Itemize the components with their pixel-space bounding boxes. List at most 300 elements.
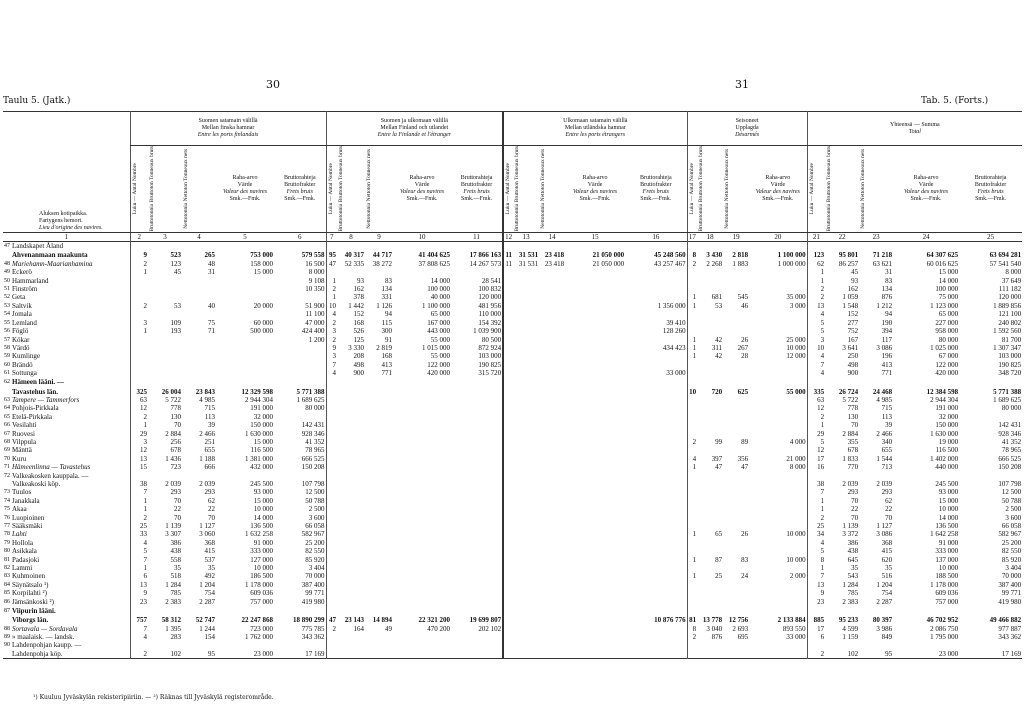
cell: 2 466 (876, 429, 893, 438)
cell: 3 086 (876, 530, 893, 539)
row-number: 88 (4, 625, 10, 632)
sub-header-netto-label: Nettotonnia Nettoton Tonneaux nets (724, 148, 731, 229)
cell (539, 310, 565, 318)
cell (182, 310, 216, 318)
cell: 12 384 598 (926, 387, 959, 396)
cell: 2 287 (199, 597, 216, 606)
cell: 91 000 (938, 538, 959, 547)
cell: 715 (881, 404, 893, 413)
cell (130, 293, 148, 301)
cell (749, 310, 807, 318)
cell (723, 310, 749, 318)
cell (326, 413, 337, 421)
cell (539, 268, 565, 276)
cell (625, 633, 687, 641)
cell (687, 522, 697, 530)
cell (565, 446, 625, 454)
cell (216, 336, 274, 344)
group-sv: Mellan finska hamnar (201, 125, 255, 131)
cell (539, 446, 565, 454)
column-number: 19 (732, 232, 740, 241)
cell (365, 472, 393, 480)
cell: 142 431 (301, 421, 325, 430)
cell: 12 500 (305, 488, 325, 497)
cell (326, 505, 337, 513)
cell: 876 (881, 293, 893, 302)
cell (503, 616, 513, 624)
cell (148, 293, 182, 301)
cell: 757 000 (250, 597, 274, 606)
group-header-abroad (503, 112, 687, 146)
cell: 293 (847, 488, 859, 497)
row-number: 86 (4, 598, 10, 605)
cell (451, 598, 503, 606)
cell (625, 480, 687, 488)
row-label: Hammarland (12, 276, 49, 285)
cell: 109 (170, 318, 182, 327)
cell: 1 123 000 (930, 301, 959, 310)
cell: 2 086 750 (930, 624, 959, 633)
column-number: 1 (64, 232, 68, 241)
table-row (3, 336, 1022, 344)
table-row (3, 310, 1022, 318)
cell (959, 606, 1022, 616)
cell (723, 505, 749, 513)
cell (148, 606, 182, 616)
cell (513, 556, 539, 564)
cell (393, 581, 451, 589)
row-label: Eckerö (12, 268, 32, 277)
column-number: 11 (473, 232, 480, 241)
cell: 1 (130, 564, 148, 572)
cell: 723 (170, 463, 182, 472)
cell: 186 500 (250, 572, 274, 581)
cell (697, 421, 723, 429)
cell (539, 598, 565, 606)
cell (565, 293, 625, 301)
row-label: Lahdenpohja köp. (12, 649, 63, 658)
cell: 31 (208, 268, 216, 277)
cell (723, 327, 749, 335)
sub-header-rahti-line: Bruttorahteja (283, 174, 316, 181)
cell: 38 (807, 480, 825, 488)
table-row (3, 522, 1022, 530)
row-number: 78 (4, 531, 10, 538)
cell (539, 497, 565, 505)
cell: 52 747 (195, 616, 216, 625)
row-number: 84 (4, 581, 10, 588)
cell (503, 480, 513, 488)
cell (565, 388, 625, 396)
cell (451, 463, 503, 471)
row-label: Asikkala (12, 547, 37, 556)
sub-header-luku-label: Luku — Antal Nombre (688, 163, 695, 215)
cell (182, 344, 216, 352)
table-row (3, 455, 1022, 463)
cell: 1 630 000 (930, 429, 959, 438)
cell: 57 541 540 (989, 259, 1022, 268)
cell (749, 564, 807, 572)
cell (274, 413, 326, 421)
cell: 25 200 (305, 538, 325, 547)
cell (503, 539, 513, 547)
cell (749, 327, 807, 335)
cell: 100 000 (935, 285, 959, 294)
cell: 1 795 000 (930, 632, 959, 641)
column-number: 2 (130, 232, 148, 241)
column-number: 6 (298, 232, 302, 241)
cell: 1 402 000 (930, 454, 959, 463)
cell: 20 000 (253, 301, 274, 310)
cell (807, 472, 825, 480)
cell: 2 383 (165, 597, 182, 606)
sub-header-netto (365, 146, 393, 233)
cell: 128 260 (662, 327, 686, 336)
cell (503, 455, 513, 463)
row-label: » maalaisk. — landsk. (12, 632, 75, 641)
cell: 1 395 (165, 624, 182, 633)
cell (365, 641, 393, 649)
cell (513, 480, 539, 488)
row-number: 65 (4, 413, 10, 420)
cell: 498 (353, 360, 365, 369)
cell (565, 572, 625, 580)
sub-header-rahti-line: Bruttofrakter (640, 181, 672, 188)
cell: 94 (885, 310, 893, 319)
cell: 432 000 (250, 463, 274, 472)
cell: 251 (204, 437, 216, 446)
row-label: Hämeenlinna — Tavastehus (12, 463, 91, 472)
cell: 1 (687, 556, 697, 564)
cell (625, 446, 687, 454)
sub-header-rahti-line: Bruttorahteja (639, 174, 672, 181)
table-row (3, 556, 1022, 564)
cell (723, 480, 749, 488)
cell: 752 (847, 327, 859, 336)
sub-header-arvo-line: Smk.—Fmk. (762, 195, 794, 202)
cell: 420 000 (935, 369, 959, 378)
cell: 15 000 (253, 268, 274, 277)
row-number: 62 (4, 379, 10, 386)
cell: 1 284 (842, 580, 859, 589)
cell (451, 581, 503, 589)
cell: 645 (847, 555, 859, 564)
cell (565, 625, 625, 633)
cell: 2 133 884 (777, 616, 806, 625)
row-label: Värdö (12, 343, 30, 352)
cell: 778 (170, 404, 182, 413)
cell (625, 268, 687, 276)
cell (697, 564, 723, 572)
cell (513, 241, 539, 251)
cell: 78 965 (1001, 446, 1022, 455)
cell (503, 404, 513, 412)
cell: 10 350 (305, 285, 325, 294)
table-row (3, 293, 1022, 301)
cell (807, 641, 825, 649)
cell (182, 336, 216, 344)
group-fr: Entre les ports étrangers (565, 132, 626, 138)
cell: 25 000 (786, 335, 806, 344)
cell: 386 (847, 538, 859, 547)
cell: 1 059 (842, 293, 859, 302)
cell (393, 564, 451, 572)
cell: 70 (174, 421, 182, 430)
cell (687, 361, 697, 369)
cell: 885 (807, 616, 825, 624)
cell: 240 802 (998, 318, 1022, 327)
cell: 65 000 (938, 310, 959, 319)
cell (365, 505, 393, 513)
cell (749, 404, 807, 412)
sub-header-rahti (274, 146, 326, 233)
cell: 43 257 467 (654, 259, 686, 268)
sub-header-rahti (625, 146, 687, 233)
cell: 38 (130, 480, 148, 488)
cell (625, 625, 687, 633)
cell: 785 (847, 589, 859, 598)
cell: 136 500 (935, 522, 959, 531)
row-label: Finström (12, 285, 38, 294)
cell (723, 650, 749, 659)
cell (625, 606, 687, 616)
cell (697, 497, 723, 505)
cell (697, 488, 723, 496)
row-number (3, 480, 11, 488)
sub-header-arvo-line: Valeur des navires (222, 188, 268, 195)
cell (365, 488, 393, 496)
cell (625, 572, 687, 580)
cell: 582 967 (998, 530, 1022, 539)
sub-header-rahti (451, 146, 503, 233)
cell: 609 036 (250, 589, 274, 598)
cell (513, 344, 539, 352)
cell: 424 400 (301, 327, 325, 336)
cell (749, 268, 807, 276)
cell: 2 884 (842, 429, 859, 438)
cell (513, 633, 539, 641)
cell (451, 413, 503, 421)
cell (503, 430, 513, 438)
cell: 1 (130, 505, 148, 513)
cell: 100 832 (478, 285, 502, 294)
sub-header-arvo-line: Raha-arvo (765, 174, 791, 181)
cell: 47 (741, 463, 749, 472)
cell (859, 606, 893, 616)
cell: 49 466 882 (989, 616, 1022, 625)
cell: 70 000 (305, 572, 325, 581)
sub-header-arvo-line: Smk.—Fmk. (406, 195, 438, 202)
cell (365, 413, 393, 421)
cell (513, 616, 539, 624)
cell: 609 036 (935, 589, 959, 598)
cell: 2 (326, 336, 337, 344)
cell: 15 (130, 463, 148, 471)
cell (539, 556, 565, 564)
row-label: Brändö (12, 360, 33, 369)
cell: 2 (687, 438, 697, 446)
cell (182, 277, 216, 285)
sub-header-rahti-line: Frets bruts (286, 188, 313, 195)
row-label: Kökar (12, 335, 30, 344)
cell: 348 720 (998, 369, 1022, 378)
cell (365, 480, 393, 488)
cell: 191 000 (250, 404, 274, 413)
cell: 438 (847, 547, 859, 556)
cell (326, 598, 337, 606)
column-number-row (3, 232, 1022, 241)
row-label: Tavastehus län. (12, 387, 59, 396)
cell: 545 (737, 293, 749, 302)
cell: 340 (881, 437, 893, 446)
cell (513, 488, 539, 496)
cell (749, 505, 807, 513)
cell: 51 900 (305, 301, 325, 310)
cell: 2 884 (165, 429, 182, 438)
cell (337, 598, 365, 606)
cell: 12 (130, 404, 148, 412)
row-label: Sortavala — Sordavala (12, 624, 78, 633)
cell (148, 361, 182, 369)
cell: 3 600 (308, 513, 325, 522)
cell (625, 404, 687, 412)
cell: 94 (385, 310, 393, 319)
cell (148, 277, 182, 285)
cell: 2 039 (165, 480, 182, 488)
cell: 196 (881, 352, 893, 361)
cell: 13 (807, 581, 825, 589)
cell (565, 522, 625, 530)
cell (539, 488, 565, 496)
row-label: Lahti (12, 530, 27, 539)
cell: 4 (807, 369, 825, 377)
row-label: Kuhmoinen (12, 572, 46, 581)
cell (326, 572, 337, 580)
cell (365, 268, 393, 276)
cell: 872 924 (478, 343, 502, 352)
table-row (3, 277, 1022, 285)
row-label: Akaa (12, 505, 27, 514)
cell: 368 (204, 538, 216, 547)
cell (723, 421, 749, 429)
cell (565, 556, 625, 564)
cell: 11 (503, 251, 513, 259)
row-number: 49 (4, 269, 10, 276)
cell (625, 530, 687, 538)
cell (451, 514, 503, 522)
sub-header-row (3, 146, 1022, 233)
cell (503, 606, 513, 616)
cell (893, 641, 959, 649)
cell: 723 000 (250, 624, 274, 633)
cell (723, 497, 749, 505)
cell: 78 965 (305, 446, 325, 455)
cell: 2 944 304 (245, 395, 274, 404)
cell: 158 000 (250, 259, 274, 268)
cell: 2 (326, 625, 337, 633)
sub-header-brutto-label: Bruttotonnia Bruttoton Tonneaux bruts (338, 146, 345, 232)
cell (539, 285, 565, 293)
cell (130, 344, 148, 352)
cell (565, 241, 625, 251)
cell (326, 564, 337, 572)
cell: 162 (847, 285, 859, 294)
column-number: 10 (418, 232, 426, 241)
sub-header-rahti-line: Bruttorahteja (974, 174, 1007, 181)
cell: 1 (130, 327, 148, 335)
cell (749, 421, 807, 429)
cell: 17 866 163 (469, 251, 502, 260)
cell (513, 293, 539, 301)
cell (393, 268, 451, 276)
row-number: 89 (4, 633, 10, 640)
cell: 1 139 (842, 522, 859, 531)
cell: 2 (807, 413, 825, 421)
cell (451, 455, 503, 463)
row-label: Tampere — Tammerfors (12, 395, 80, 404)
cell: 715 (204, 404, 216, 413)
cell (687, 581, 697, 589)
cell: 12 500 (1001, 488, 1022, 497)
cell (451, 589, 503, 597)
cell (859, 472, 893, 480)
cell: 71 (208, 327, 216, 336)
cell (749, 522, 807, 530)
cell: 127 000 (250, 555, 274, 564)
cell: 37 649 (1001, 276, 1022, 285)
cell: 2 (807, 285, 825, 293)
row-number: 90 (4, 642, 10, 649)
cell (326, 530, 337, 538)
cell (503, 319, 513, 327)
table-row (3, 530, 1022, 538)
row-number: 82 (4, 565, 10, 572)
cell (513, 530, 539, 538)
cell: 265 (204, 251, 216, 260)
cell (565, 268, 625, 276)
cell (565, 581, 625, 589)
cell: 25 (807, 522, 825, 530)
row-label: Padasjoki (12, 555, 40, 564)
cell (687, 430, 697, 438)
cell: 17 (807, 625, 825, 633)
cell: 1 244 (199, 624, 216, 633)
cell: 3 060 (199, 530, 216, 539)
cell (326, 581, 337, 589)
cell (723, 446, 749, 454)
cell (859, 378, 893, 388)
cell (216, 277, 274, 285)
cell: 29 (807, 430, 825, 438)
cell (451, 268, 503, 276)
cell (393, 421, 451, 429)
cell: 579 558 (301, 251, 325, 260)
cell: 10 876 776 (654, 616, 686, 625)
cell: 7 (807, 361, 825, 369)
cell: 123 (170, 259, 182, 268)
cell (723, 581, 749, 589)
cell (451, 606, 503, 616)
cell (723, 472, 749, 480)
row-number: 77 (4, 523, 10, 530)
cell: 122 000 (935, 360, 959, 369)
cell (513, 327, 539, 335)
cell (687, 539, 697, 547)
row-number: 66 (4, 422, 10, 429)
cell: 95 233 (838, 616, 859, 625)
row-label: Valkeakoski köp. (12, 480, 61, 488)
table-row (3, 497, 1022, 505)
